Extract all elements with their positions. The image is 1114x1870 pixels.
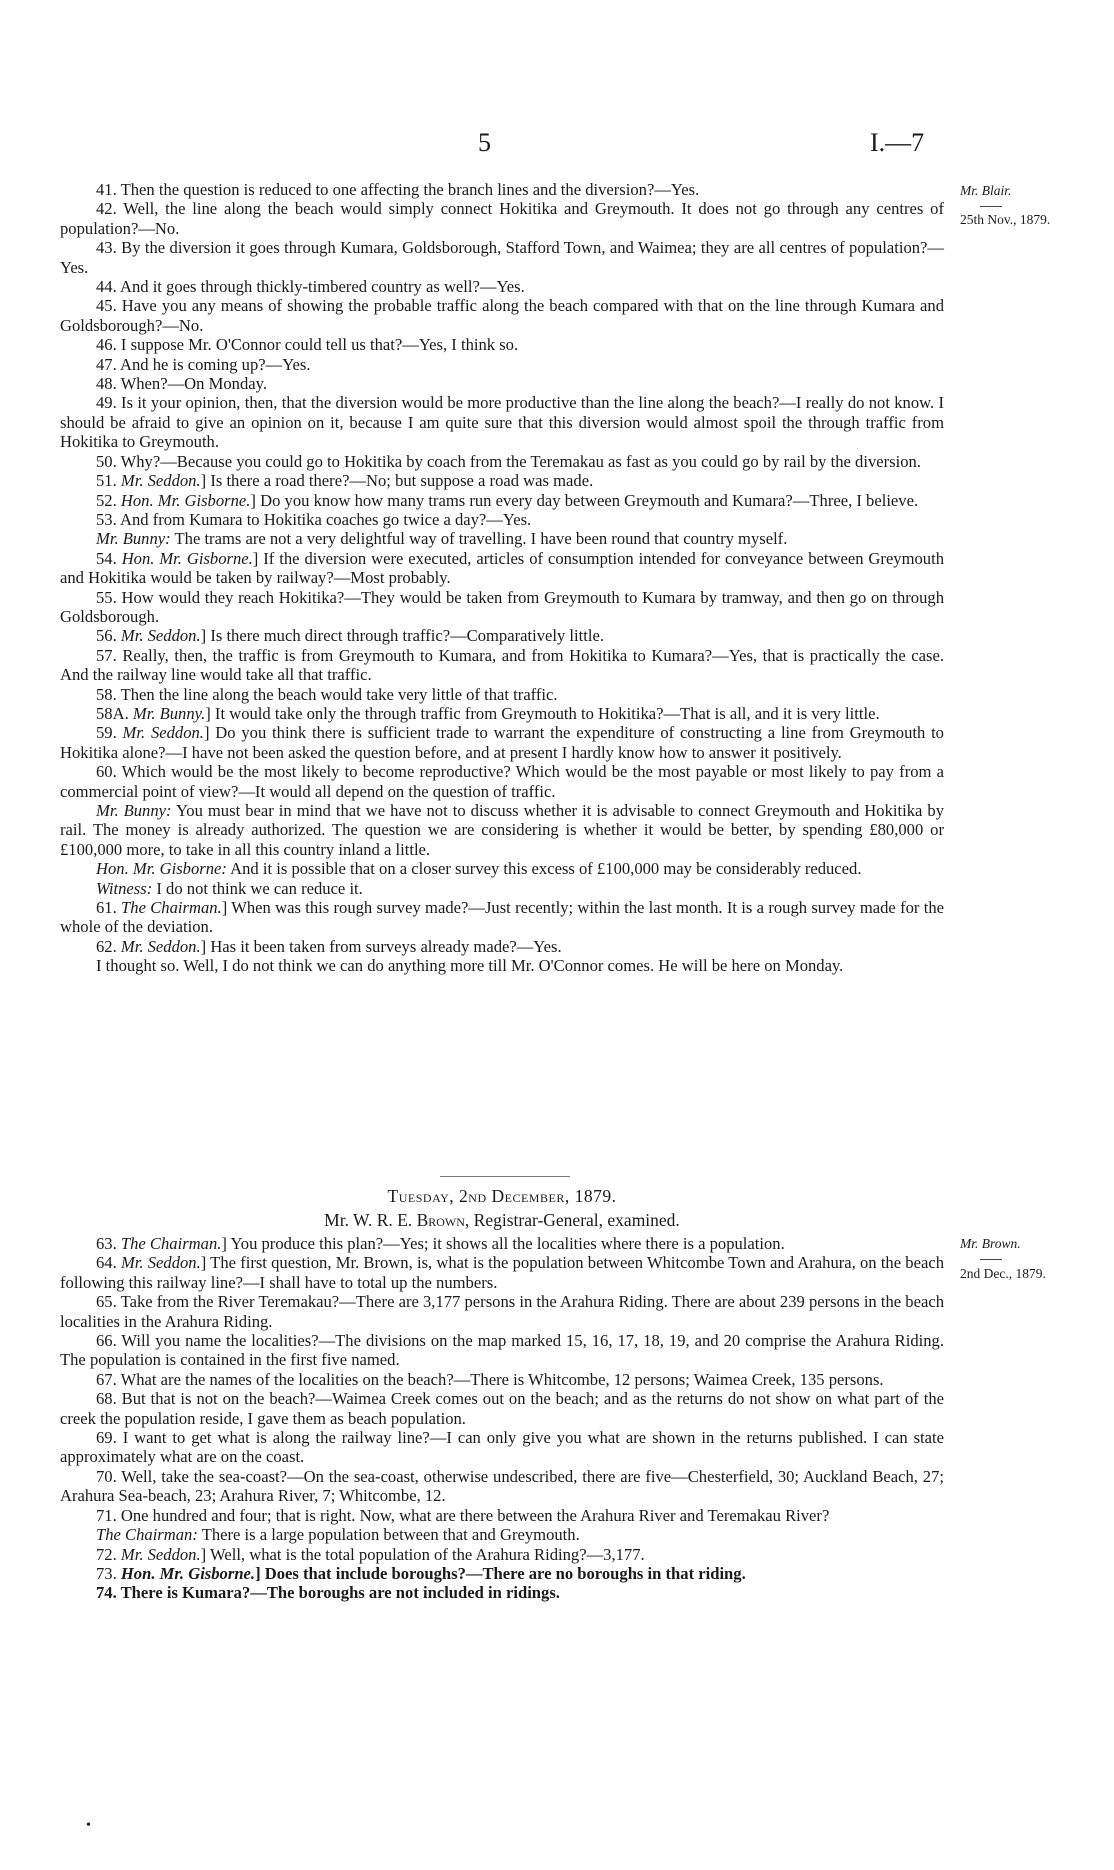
witness-heading-prefix: Mr. W. R. E. bbox=[324, 1210, 417, 1230]
section-divider bbox=[440, 1176, 570, 1177]
text-run: Mr. Seddon. bbox=[120, 471, 201, 491]
paragraph bbox=[60, 1331, 944, 1370]
paragraph bbox=[60, 626, 944, 645]
paragraph bbox=[60, 355, 944, 374]
paragraph bbox=[60, 180, 944, 199]
text-run: 71. One hundred and four; that is right. Now, what are there between the Arahura River and Teremakau River? bbox=[96, 1505, 830, 1525]
text-run: 65. Take from the River Teremakau?—There are 3,177 persons in the Arahura Riding. There are about 239 persons in the beach localities in the Arahura Riding. bbox=[60, 1292, 944, 1331]
text-run: The Chairman: bbox=[96, 1525, 198, 1545]
text-run: ] Do you know how many trams run every day between Greymouth and Kumara?—Three, I believe. bbox=[250, 490, 919, 510]
text-run: ] If the diversion were executed, articles of consumption intended for conveyance between Greymouth and Hokitika would be taken by railway?—Most probably. bbox=[60, 548, 945, 588]
text-run: The Chairman. bbox=[120, 1234, 222, 1253]
text-run: 42. Well, the line along the beach would simply connect Hokitika and Greymouth. It does not go through any centres of population?—No. bbox=[60, 199, 944, 238]
text-run: ] You produce this plan?—Yes; it shows all the localities where there is a population. bbox=[221, 1234, 785, 1253]
text-run: 64. bbox=[96, 1253, 121, 1273]
paragraph bbox=[60, 1506, 944, 1525]
text-run: 45. Have you any means of showing the probable traffic along the beach compared with that on the line through Kumara and Goldsborough?—No. bbox=[60, 296, 944, 335]
text-run: Mr. Seddon. bbox=[120, 1544, 201, 1564]
paragraph bbox=[60, 1234, 944, 1253]
testimony-section-2 bbox=[60, 1234, 944, 1603]
text-run: Hon. Mr. Gisborne. bbox=[121, 548, 253, 568]
text-run: Hon. Mr. Gisborne. bbox=[120, 1563, 256, 1583]
text-run: ] Do you think there is sufficient trade to warrant the expenditure of constructing a line from Greymouth to Hokitika alone?—I have not been asked the question before, and at present I hardly know how to answer it positively. bbox=[60, 723, 944, 762]
paragraph bbox=[60, 374, 944, 393]
text-run: Mr. Bunny. bbox=[132, 703, 206, 723]
paragraph bbox=[60, 335, 944, 354]
text-run: ] When was this rough survey made?—Just recently; within the last month. It is a rough survey made for the whole of the deviation. bbox=[60, 898, 945, 937]
text-run: There is a large population between that and Greymouth. bbox=[197, 1525, 580, 1545]
text-run: Mr. Seddon. bbox=[120, 626, 201, 646]
text-run: I do not think we can reduce it. bbox=[152, 878, 363, 898]
text-run: Mr. Seddon. bbox=[120, 1253, 201, 1273]
paragraph bbox=[60, 529, 944, 548]
paragraph bbox=[60, 277, 944, 296]
text-run: 59. bbox=[96, 723, 123, 743]
paragraph bbox=[60, 801, 944, 859]
paragraph bbox=[60, 685, 944, 704]
session-date-heading: Tuesday, 2nd December, 1879. bbox=[387, 1186, 617, 1206]
text-run: 54. bbox=[96, 548, 122, 568]
text-run: 53. And from Kumara to Hokitika coaches go twice a day?—Yes. bbox=[96, 509, 532, 529]
witness-heading-suffix: , Registrar-General, examined. bbox=[464, 1210, 680, 1230]
margin-witness-name: Mr. Blair. bbox=[960, 183, 1012, 198]
text-run: 72. bbox=[96, 1544, 121, 1564]
text-run: 46. I suppose Mr. O'Connor could tell us that?—Yes, I think so. bbox=[96, 335, 519, 355]
testimony-section-1 bbox=[60, 180, 944, 976]
text-run: You must bear in mind that we have not to discuss whether it is advisable to connect Greymouth and Hokitika by rail. The money is already authorized. The question we are considering is whether it would be better, by spending £80,000 or £100,000 more, to take in all this country inland a little. bbox=[60, 801, 944, 859]
text-run: ] Does that include boroughs?—There are no boroughs in that riding. bbox=[255, 1563, 746, 1583]
paragraph bbox=[60, 1370, 944, 1389]
paragraph bbox=[60, 1428, 944, 1467]
text-run: 63. bbox=[96, 1234, 121, 1253]
text-run: Hon. Mr. Gisborne: bbox=[96, 859, 227, 879]
text-run: 58A. bbox=[96, 703, 133, 723]
margin-rule bbox=[980, 1259, 1002, 1260]
paragraph bbox=[60, 491, 944, 510]
paragraph bbox=[60, 1292, 944, 1331]
text-run: 67. What are the names of the localities on the beach?—There is Whitcombe, 12 persons; Waimea Creek, 135 persons. bbox=[96, 1369, 884, 1389]
text-run: ] The first question, Mr. Brown, is, what is the population between Whitcombe Town and Arahura, on the beach following this railway line?—I shall have to total up the numbers. bbox=[60, 1253, 944, 1292]
text-run: 51. bbox=[96, 471, 121, 491]
paragraph bbox=[60, 393, 944, 451]
text-run: The Chairman. bbox=[121, 898, 222, 918]
text-run: 56. bbox=[96, 626, 121, 646]
text-run: 48. When?—On Monday. bbox=[96, 374, 267, 394]
text-run: 68. But that is not on the beach?—Waimea Creek comes out on the beach; and as the returns do not show on what part of the creek the population reside, I gave them as beach population. bbox=[60, 1389, 944, 1428]
text-run: ] Has it been taken from surveys already made?—Yes. bbox=[200, 936, 562, 956]
paragraph bbox=[60, 879, 944, 898]
paragraph bbox=[60, 723, 944, 762]
paragraph bbox=[60, 1253, 944, 1292]
paragraph bbox=[60, 704, 944, 723]
paragraph bbox=[60, 471, 944, 490]
text-run: Mr. Seddon. bbox=[122, 723, 204, 743]
text-run: 73. bbox=[96, 1563, 121, 1583]
paper-reference: I.—7 bbox=[870, 128, 925, 157]
text-run: 60. Which would be the most likely to become reproductive? Which would be the most payable or most likely to pay from a commercial point of view?—It would all depend on the question of traffic. bbox=[60, 762, 944, 801]
text-run: 55. How would they reach Hokitika?—They would be taken from Greymouth to Kumara by tramway, and then go on through Goldsborough. bbox=[60, 587, 944, 626]
page-number: 5 bbox=[478, 128, 491, 157]
text-run: 57. Really, then, the traffic is from Greymouth to Kumara, and from Hokitika to Kumara?—Yes, that is practically the case. And the railway line would take all that traffic. bbox=[60, 645, 944, 685]
paragraph bbox=[60, 510, 944, 529]
text-run: 49. Is it your opinion, then, that the diversion would be more productive than the line along the beach?—I really do not know. I should be afraid to give an opinion on it, because I am quite sure that this diversion would almost spoil the through traffic from Hokitika to Greymouth. bbox=[60, 393, 944, 452]
text-run: ] It would take only the through traffic from Greymouth to Hokitika?—That is all, and it is very little. bbox=[205, 703, 880, 723]
witness-heading-name: Brown bbox=[416, 1210, 465, 1230]
text-run: 47. And he is coming up?—Yes. bbox=[96, 354, 311, 374]
text-run: 62. bbox=[96, 936, 121, 956]
text-run: 74. There is Kumara?—The boroughs are not included in ridings. bbox=[96, 1583, 560, 1603]
margin-date: 2nd Dec., 1879. bbox=[960, 1266, 1046, 1281]
text-run: 58. Then the line along the beach would take very little of that traffic. bbox=[96, 684, 558, 704]
paragraph bbox=[60, 1389, 944, 1428]
paragraph bbox=[60, 199, 944, 238]
text-run: 66. Will you name the localities?—The divisions on the map marked 15, 16, 17, 18, 19, and 20 comprise the Arahura Riding. The population is contained in the first five named. bbox=[60, 1331, 944, 1370]
witness-heading bbox=[0, 1210, 1004, 1231]
text-run: Hon. Mr. Gisborne. bbox=[120, 490, 251, 510]
margin-date: 25th Nov., 1879. bbox=[960, 212, 1051, 227]
paragraph bbox=[60, 859, 944, 878]
text-run: 52. bbox=[96, 490, 121, 510]
text-run: ] Well, what is the total population of the Arahura Riding?—3,177. bbox=[200, 1544, 645, 1564]
text-run: Mr. Bunny: bbox=[96, 801, 172, 820]
paragraph bbox=[60, 1525, 944, 1544]
paragraph bbox=[60, 762, 944, 801]
text-run: 43. By the diversion it goes through Kumara, Goldsborough, Stafford Town, and Waimea; they are all centres of population?—Yes. bbox=[60, 238, 944, 277]
text-run: 50. Why?—Because you could go to Hokitika by coach from the Teremakau as fast as you could go by rail by the diversion. bbox=[96, 451, 921, 471]
text-run: 69. I want to get what is along the railway line?—I can only give you what are shown in the returns published. I can state approximately what are on the coast. bbox=[60, 1428, 944, 1467]
text-run: 61. bbox=[96, 898, 122, 918]
text-run: The trams are not a very delightful way of travelling. I have been round that country myself. bbox=[170, 529, 788, 549]
paragraph bbox=[60, 1583, 944, 1602]
text-run: Mr. Bunny: bbox=[96, 529, 171, 549]
paragraph bbox=[60, 296, 944, 335]
paragraph bbox=[60, 1545, 944, 1564]
text-run: 44. And it goes through thickly-timbered country as well?—Yes. bbox=[96, 277, 525, 297]
paragraph bbox=[60, 956, 944, 975]
text-run: ] Is there a road there?—No; but suppose a road was made. bbox=[200, 471, 594, 491]
text-run: ] Is there much direct through traffic?—Comparatively little. bbox=[200, 626, 604, 646]
paragraph bbox=[60, 1467, 944, 1506]
text-run: 41. Then the question is reduced to one affecting the branch lines and the diversion?—Yes. bbox=[96, 180, 700, 199]
margin-rule bbox=[980, 206, 1002, 207]
margin-witness-name: Mr. Brown. bbox=[960, 1236, 1021, 1251]
paragraph bbox=[60, 238, 944, 277]
text-run: 70. Well, take the sea-coast?—On the sea-coast, otherwise undescribed, there are five—Chesterfield, 30; Auckland Beach, 27; Arahura Sea-beach, 23; Arahura River, 7; Whitcombe, 12. bbox=[60, 1466, 944, 1506]
text-run: Witness: bbox=[96, 878, 153, 898]
paragraph bbox=[60, 588, 944, 627]
paragraph bbox=[60, 452, 944, 471]
paragraph bbox=[60, 646, 944, 685]
text-run: And it is possible that on a closer survey this excess of £100,000 may be considerably reduced. bbox=[226, 859, 862, 879]
paragraph bbox=[60, 549, 944, 588]
paragraph bbox=[60, 898, 944, 937]
text-run: Mr. Seddon. bbox=[120, 936, 201, 956]
text-run: I thought so. Well, I do not think we can do anything more till Mr. O'Connor comes. He will be here on Monday. bbox=[96, 956, 844, 976]
paragraph bbox=[60, 937, 944, 956]
stray-mark: • bbox=[86, 1818, 91, 1833]
paragraph bbox=[60, 1564, 944, 1583]
